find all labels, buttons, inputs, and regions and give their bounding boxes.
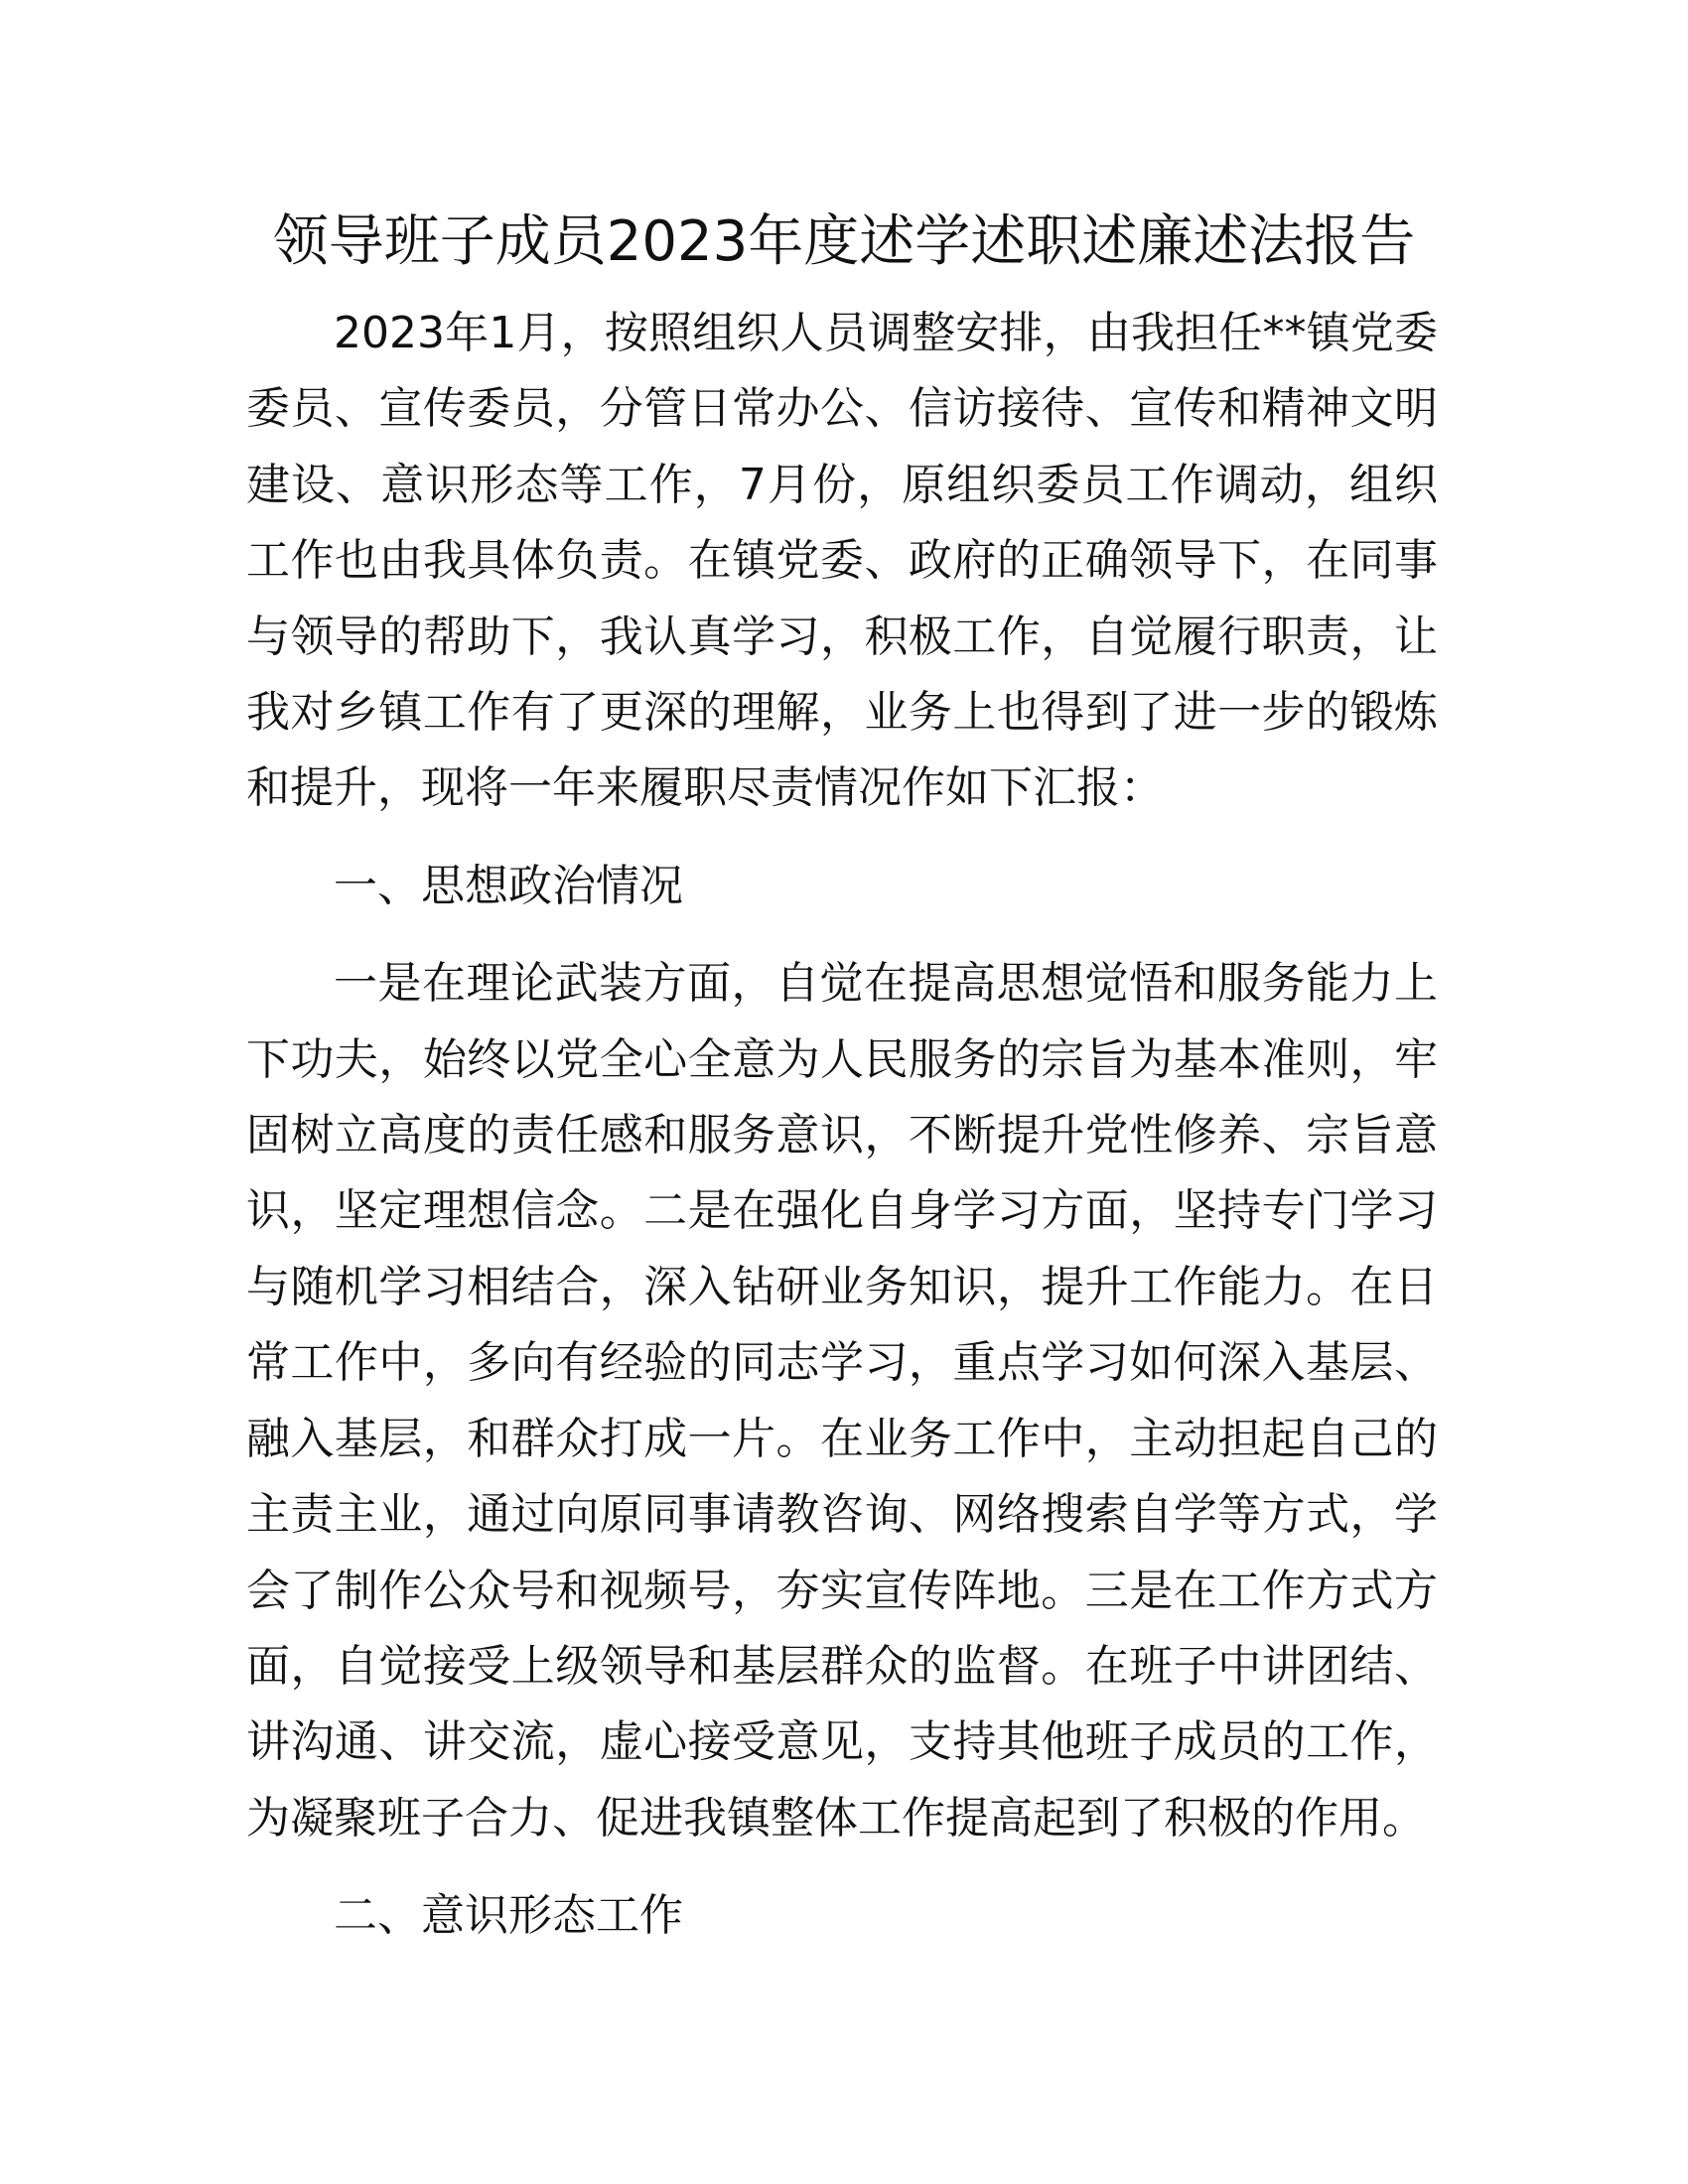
section-heading-ideology-work: 二、意识形态工作 [334, 1890, 683, 1942]
document-title: 领导班子成员2023年度述学述职述廉述法报告 [272, 209, 1416, 274]
document-body [246, 296, 1438, 1977]
body-paragraph-ideology-politics: 一是在理论武装方面，自觉在提高思想觉悟和服务能力上下功夫，始终以党全心全意为人民服务的宗旨为基本准则，牢固树立高度的责任感和服务意识，不断提升党性修养、宗旨意识，坚定理想信念。二是在强化自身学习方面，坚持专门学习与随机学习相结合，深入钻研业务知识，提升工作能力。在日常工作中，多向有经验的同志学习，重点学习如何深入基层、融入基层，和群众打成一片。在业务工作中，主动担起自己的主责主业，通过向原同事请教咨询、网络搜索自学等方式，学会了制作公众号和视频号，夯实宣传阵地。三是在工作方式方面，自觉接受上级领导和基层群众的监督。在班子中讲团结、讲沟通、讲交流，虚心接受意见，支持其他班子成员的工作，为凝聚班子合力、促进我镇整体工作提高起到了积极的作用。 [246, 958, 1438, 1843]
intro-paragraph: 2023年1月，按照组织人员调整安排，由我担任**镇党委委员、宣传委员，分管日常办公、信访接待、宣传和精神文明建设、意识形态等工作，7月份，原组织委员工作调动，组织工作也由我具体负责。在镇党委、政府的正确领导下，在同事与领导的帮助下，我认真学习，积极工作，自觉履行职责，让我对乡镇工作有了更深的理解，业务上也得到了进一步的锻炼和提升，现将一年来履职尽责情况作如下汇报： [246, 308, 1439, 814]
section-heading-ideology-politics: 一、思想政治情况 [334, 860, 683, 911]
